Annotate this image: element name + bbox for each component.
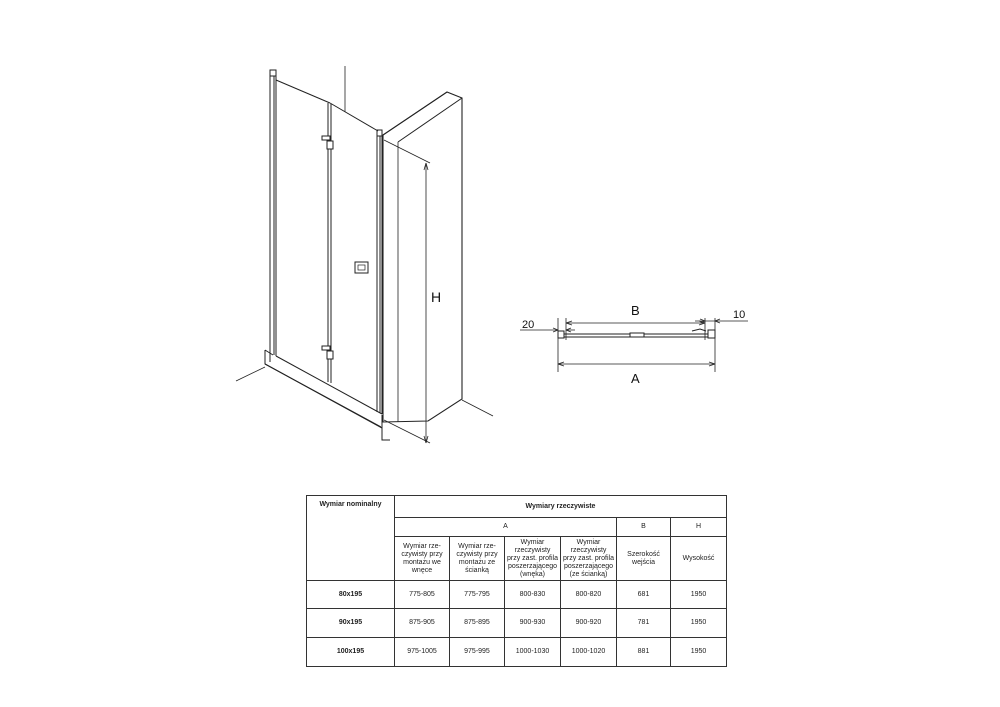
perspective-view — [236, 66, 493, 443]
table-cell: 1950 — [671, 581, 727, 609]
table-cell: 775-805 — [395, 581, 450, 609]
plan-a-label: A — [631, 371, 640, 386]
table-cell: 681 — [617, 581, 671, 609]
group-a-header: A — [395, 518, 617, 537]
table-cell: 975-1005 — [395, 638, 450, 667]
column-header: Wymiar rzeczywisty przy zast. profila poszerzającego (ze ścianką) — [561, 537, 617, 581]
column-header: Wysokość — [671, 537, 727, 581]
table-cell: 900-920 — [561, 609, 617, 638]
table-row — [307, 638, 727, 667]
group-h-header: H — [671, 518, 727, 537]
door-frame — [270, 70, 382, 414]
row-size: 100x195 — [307, 638, 395, 667]
table-cell: 1000-1030 — [505, 638, 561, 667]
table-cell: 1000-1020 — [561, 638, 617, 667]
column-header: Wymiar rze- czywisty przy montażu we wnęce — [395, 537, 450, 581]
table-row — [307, 609, 727, 638]
table-cell: 800-820 — [561, 581, 617, 609]
plan-b-label: B — [631, 303, 640, 318]
table-cell: 781 — [617, 609, 671, 638]
column-header: Szerokość wejścia — [617, 537, 671, 581]
column-header: Wymiar rzeczywisty przy zast. profila poszerzającego (wnęka) — [505, 537, 561, 581]
height-dimension — [384, 140, 430, 443]
table-cell: 875-895 — [450, 609, 505, 638]
row-size: 90x195 — [307, 609, 395, 638]
table-cell: 1950 — [671, 609, 727, 638]
plan-profile — [558, 329, 715, 338]
table-cell: 881 — [617, 638, 671, 667]
door-handle — [355, 262, 368, 273]
group-b-header: B — [617, 518, 671, 537]
column-header: Wymiar rze- czywisty przy montażu ze ścianką — [450, 537, 505, 581]
height-label: H — [431, 289, 442, 305]
table-cell: 875-905 — [395, 609, 450, 638]
side-wall — [383, 92, 462, 422]
plan-view — [520, 318, 748, 372]
plan-right-offset: 10 — [733, 309, 746, 321]
table-cell: 800-830 — [505, 581, 561, 609]
plan-left-offset: 20 — [522, 319, 535, 331]
dimensions-table — [306, 495, 727, 667]
actual-dimensions-header: Wymiary rzeczywiste — [395, 496, 727, 518]
row-size: 80x195 — [307, 581, 395, 609]
table-cell: 900-930 — [505, 609, 561, 638]
table-cell: 775-795 — [450, 581, 505, 609]
table-row — [307, 581, 727, 609]
nominal-size-header: Wymiar nominalny — [307, 496, 395, 581]
table-cell: 1950 — [671, 638, 727, 667]
table-cell: 975-995 — [450, 638, 505, 667]
